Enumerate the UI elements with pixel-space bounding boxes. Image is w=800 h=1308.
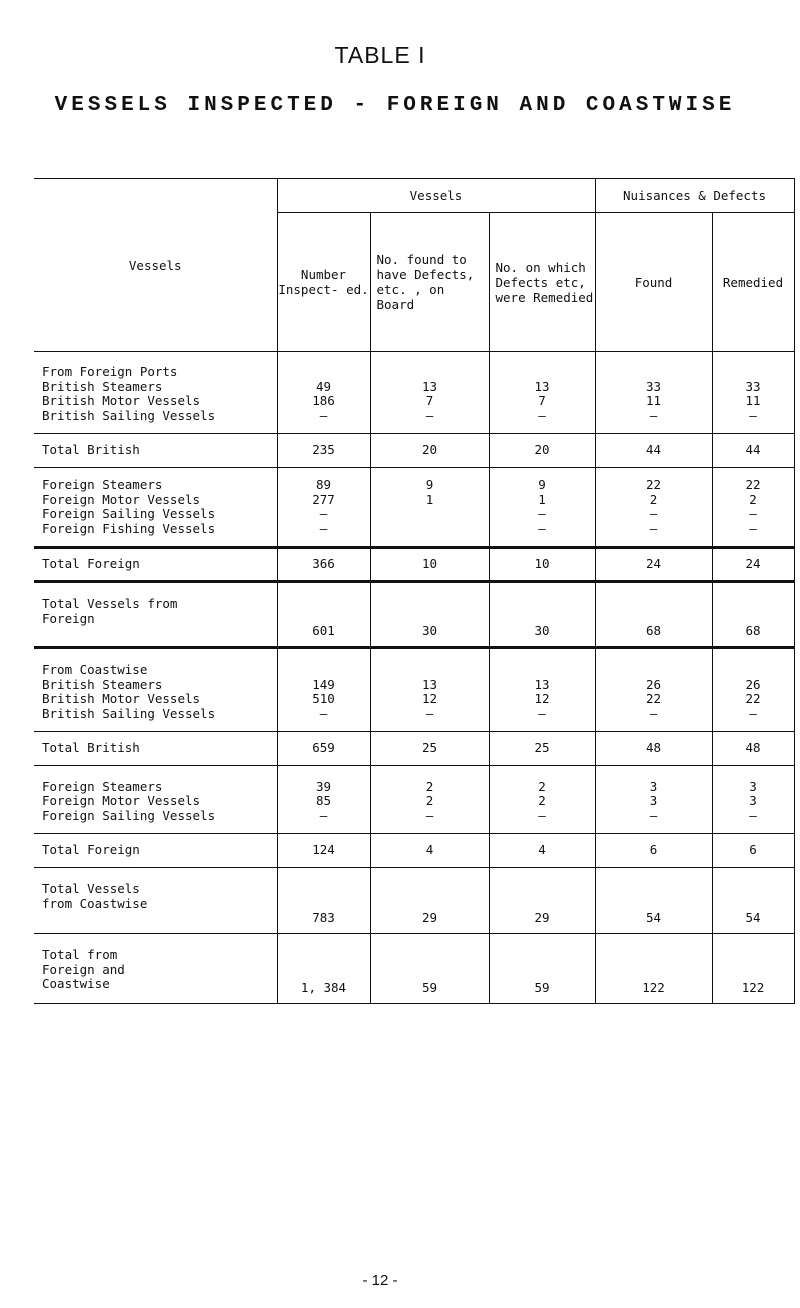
value-cell [277, 834, 370, 868]
value-cell [489, 434, 595, 468]
value-line: 9 [538, 477, 546, 492]
value-cell [277, 648, 370, 732]
value-cell [595, 434, 712, 468]
row-label [34, 582, 277, 648]
value-line: 124 [312, 842, 335, 858]
value-line: 7 [425, 393, 434, 408]
value-line: 54 [645, 909, 662, 925]
value-cell [489, 868, 595, 934]
row-label-line: British Motor Vessels [42, 393, 201, 408]
value-line: 12 [534, 691, 550, 706]
value-line: 2 [425, 793, 434, 808]
value-line: 26 [645, 676, 662, 692]
value-line: 13 [534, 676, 550, 692]
value-cell [370, 834, 489, 868]
value-line: — [538, 520, 546, 536]
row-label [34, 934, 277, 1004]
value-cell [595, 648, 712, 732]
table-row [34, 582, 794, 648]
row-label-line: British Sailing Vessels [42, 407, 216, 423]
value-cell [489, 548, 595, 582]
value-line: 30 [421, 622, 438, 638]
value-line: — [319, 506, 328, 521]
row-label-line: Foreign Steamers [42, 477, 163, 492]
value-cell [277, 582, 370, 648]
value-cell [489, 766, 595, 834]
value-cell [277, 732, 370, 766]
value-line: 68 [645, 622, 662, 638]
value-cell [277, 352, 370, 434]
row-label-line: From Foreign Ports [42, 364, 178, 379]
value-line: 29 [534, 909, 550, 925]
row-label-line: Foreign Fishing Vessels [42, 520, 216, 536]
row-label [34, 468, 277, 548]
value-line: — [749, 705, 757, 721]
value-line: 11 [745, 393, 761, 408]
value-line: — [425, 407, 434, 423]
value-cell [370, 352, 489, 434]
row-label [34, 868, 277, 934]
value-line: 4 [425, 842, 434, 858]
value-cell [595, 548, 712, 582]
value-line: 4 [538, 842, 546, 858]
value-cell [595, 934, 712, 1004]
row-label-line: Foreign Sailing Vessels [42, 506, 216, 521]
row-label-line: Foreign Steamers [42, 778, 163, 794]
row-label-line: Foreign and [42, 961, 125, 977]
value-cell [489, 582, 595, 648]
row-label-line: British Sailing Vessels [42, 705, 216, 721]
value-cell [489, 834, 595, 868]
value-line: — [749, 520, 757, 536]
value-line: 11 [645, 393, 662, 408]
value-cell [370, 582, 489, 648]
value-line: 235 [312, 442, 335, 458]
value-cell [712, 582, 794, 648]
value-cell [489, 468, 595, 548]
row-label-line: Total British [42, 442, 140, 458]
value-cell [277, 548, 370, 582]
value-cell [277, 868, 370, 934]
value-line [371, 365, 489, 380]
value-line: 1 [425, 491, 434, 507]
row-label-line: Total Vessels from [42, 596, 178, 611]
value-line: 122 [642, 979, 665, 995]
value-cell [712, 468, 794, 548]
value-line: 13 [421, 378, 438, 394]
value-line: — [749, 506, 757, 521]
value-line: 2 [538, 778, 546, 794]
row-label [34, 352, 277, 434]
value-line: 3 [649, 778, 658, 794]
vessels-inspected-table [34, 178, 795, 1004]
header-defects-remedied: No. on which Defects etc, were Remedied [489, 213, 595, 352]
value-line: 54 [745, 909, 761, 925]
value-cell [370, 548, 489, 582]
value-cell [712, 868, 794, 934]
value-line: — [649, 807, 658, 823]
table-row [34, 648, 794, 732]
row-label-line: British Motor Vessels [42, 691, 201, 706]
value-cell [277, 766, 370, 834]
value-line: 10 [421, 556, 438, 572]
value-cell [370, 868, 489, 934]
value-line [278, 365, 370, 380]
value-cell [489, 648, 595, 732]
value-line: 9 [425, 477, 434, 492]
row-label [34, 434, 277, 468]
value-line: 186 [312, 393, 335, 408]
row-label-line: Total Vessels [42, 881, 140, 896]
value-line: 510 [312, 691, 335, 706]
value-line: — [649, 520, 658, 536]
value-line: — [425, 807, 434, 823]
value-line: 12 [421, 691, 438, 706]
header-group-nuisances: Nuisances & Defects [595, 179, 794, 213]
value-line: 44 [645, 442, 662, 458]
value-line: 3 [749, 778, 757, 794]
row-label [34, 834, 277, 868]
value-line: — [749, 407, 757, 423]
value-line [713, 365, 794, 380]
value-line: — [649, 705, 658, 721]
value-line: 85 [315, 793, 332, 808]
value-line: 25 [534, 740, 550, 756]
value-line: 22 [745, 691, 761, 706]
value-cell [712, 648, 794, 732]
table-row [34, 352, 794, 434]
value-line: 59 [534, 979, 550, 995]
value-line: 68 [745, 622, 761, 638]
value-line: 149 [312, 676, 335, 692]
row-label [34, 732, 277, 766]
value-line [713, 663, 794, 678]
value-line: 20 [421, 442, 438, 458]
header-found: Found [595, 213, 712, 352]
value-line: — [649, 506, 658, 521]
value-line: 33 [745, 378, 761, 394]
value-line [490, 365, 595, 380]
value-line: 30 [534, 622, 550, 638]
value-line: — [319, 807, 328, 823]
value-cell [595, 834, 712, 868]
table-row [34, 468, 794, 548]
value-cell [370, 434, 489, 468]
value-cell [277, 468, 370, 548]
row-label-line: Total Foreign [42, 556, 140, 572]
value-cell [712, 732, 794, 766]
value-cell [595, 352, 712, 434]
value-line: 48 [645, 740, 662, 756]
row-label [34, 648, 277, 732]
page-number: - 12 - [362, 1272, 398, 1289]
value-line [371, 507, 489, 522]
value-line [490, 663, 595, 678]
row-label-line: British Steamers [42, 676, 163, 692]
value-line: — [538, 705, 546, 721]
value-cell [277, 434, 370, 468]
value-line: 59 [421, 979, 438, 995]
value-line [596, 663, 712, 678]
value-line: 49 [315, 378, 332, 394]
value-line: 659 [312, 740, 335, 756]
table-subtitle: VESSELS INSPECTED - FOREIGN AND COASTWISE [54, 94, 736, 117]
value-line [371, 522, 489, 537]
row-label-line: Total Foreign [42, 842, 140, 858]
value-line: — [649, 407, 658, 423]
value-line: 25 [421, 740, 438, 756]
value-line: 783 [312, 909, 335, 925]
value-line: 2 [425, 778, 434, 794]
value-line: — [749, 807, 757, 823]
value-line: 366 [312, 556, 335, 572]
value-line: 1 [538, 491, 546, 507]
value-cell [489, 934, 595, 1004]
value-line: 44 [745, 442, 761, 458]
value-line: — [319, 407, 328, 423]
value-cell [712, 434, 794, 468]
table-row [34, 934, 794, 1004]
value-line: 13 [534, 378, 550, 394]
value-line: 26 [745, 676, 761, 692]
value-cell [489, 732, 595, 766]
table-row [34, 834, 794, 868]
header-found-defects: No. found to have Defects, etc. , on Board [370, 213, 489, 352]
row-label-line: British Steamers [42, 378, 163, 394]
row-label-line: Total from [42, 947, 118, 962]
value-line: 22 [645, 691, 662, 706]
value-line: 22 [645, 477, 662, 492]
value-line: — [538, 506, 546, 521]
value-line: 13 [421, 676, 438, 692]
value-cell [712, 766, 794, 834]
value-cell [712, 352, 794, 434]
value-cell [712, 548, 794, 582]
row-label-line: Foreign [42, 610, 95, 626]
value-line: 601 [312, 622, 335, 638]
value-cell [277, 934, 370, 1004]
value-cell [595, 868, 712, 934]
value-line [371, 663, 489, 678]
value-line: 48 [745, 740, 761, 756]
value-line: — [425, 705, 434, 721]
row-label-line: Foreign Motor Vessels [42, 491, 201, 507]
value-line: 39 [315, 778, 332, 794]
row-label [34, 548, 277, 582]
value-line: 6 [749, 842, 757, 858]
value-cell [370, 468, 489, 548]
value-line [596, 365, 712, 380]
value-line: 24 [645, 556, 662, 572]
header-number-inspected: Number Inspect- ed. [277, 213, 370, 352]
value-line [278, 663, 370, 678]
table-row [34, 732, 794, 766]
header-vessels: Vessels [34, 179, 277, 352]
value-cell [595, 582, 712, 648]
value-line: 24 [745, 556, 761, 572]
row-label-line: Foreign Motor Vessels [42, 793, 201, 808]
row-label [34, 766, 277, 834]
row-label-line: From Coastwise [42, 662, 148, 677]
value-line: 6 [649, 842, 658, 858]
value-line: 2 [649, 491, 658, 507]
value-line: — [319, 520, 328, 536]
value-line: 1, 384 [300, 979, 347, 995]
value-cell [712, 934, 794, 1004]
value-cell [489, 352, 595, 434]
value-line: 7 [538, 393, 546, 408]
value-line: 3 [749, 793, 757, 808]
value-line: 89 [315, 477, 332, 492]
value-cell [595, 732, 712, 766]
value-cell [712, 834, 794, 868]
value-line: 277 [312, 491, 335, 507]
row-label-line: Foreign Sailing Vessels [42, 807, 216, 823]
table-row [34, 868, 794, 934]
value-cell [595, 766, 712, 834]
value-line: — [538, 807, 546, 823]
value-line: 3 [649, 793, 658, 808]
table-title: TABLE I [334, 42, 426, 68]
row-label-line: Total British [42, 740, 140, 756]
value-cell [370, 732, 489, 766]
value-line: 2 [749, 491, 757, 507]
header-remedied: Remedied [712, 213, 794, 352]
value-line: — [319, 705, 328, 721]
table-row [34, 548, 794, 582]
value-cell [370, 766, 489, 834]
value-line: 2 [538, 793, 546, 808]
table-row [34, 434, 794, 468]
value-line: 10 [534, 556, 550, 572]
value-cell [370, 934, 489, 1004]
row-label-line: from Coastwise [42, 895, 148, 911]
value-line: — [538, 407, 546, 423]
value-line: 29 [421, 909, 438, 925]
value-cell [370, 648, 489, 732]
table-row [34, 766, 794, 834]
value-line: 122 [741, 979, 765, 995]
value-line: 33 [645, 378, 662, 394]
table-body [34, 352, 794, 1004]
value-line: 22 [745, 477, 761, 492]
value-line: 20 [534, 442, 550, 458]
header-group-vessels: Vessels [277, 179, 595, 213]
value-cell [595, 468, 712, 548]
row-label-line: Coastwise [42, 976, 110, 991]
